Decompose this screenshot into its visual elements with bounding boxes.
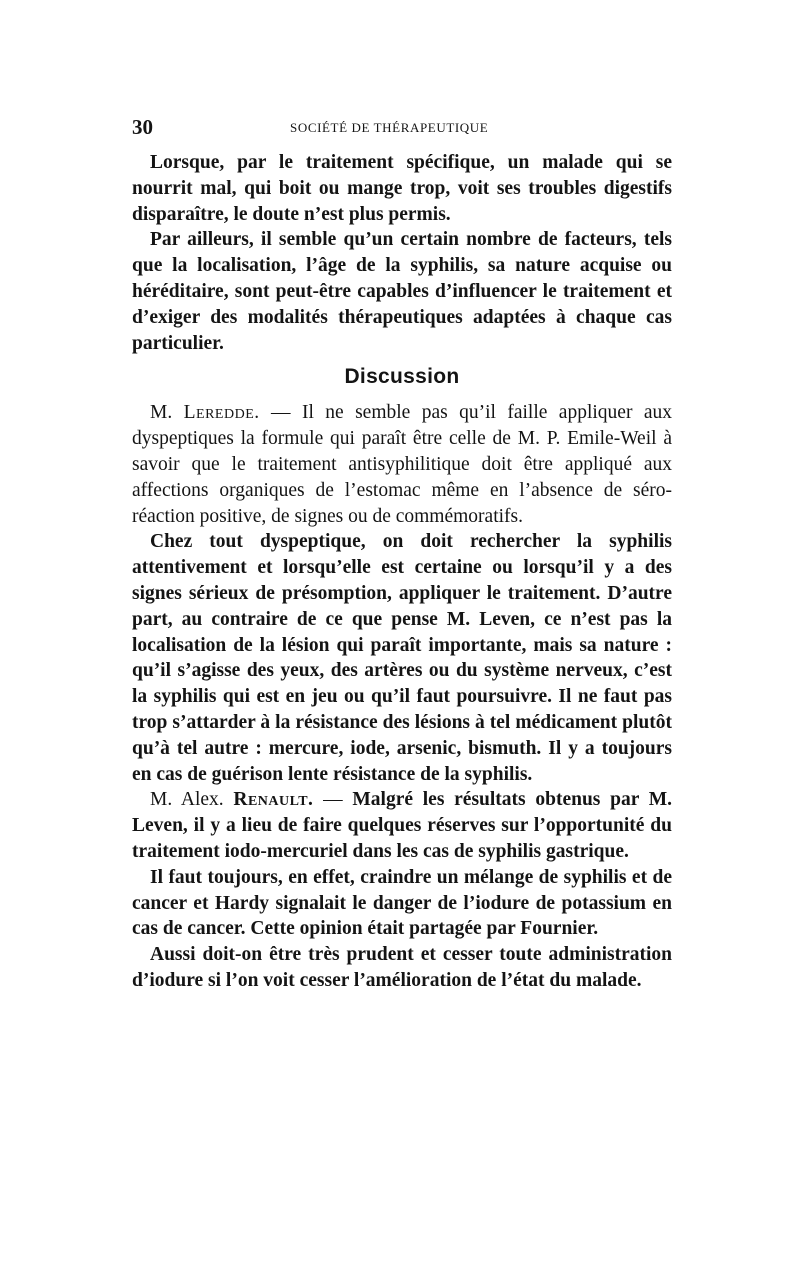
speaker-title: M. Alex. <box>150 789 224 811</box>
paragraph-cancer-warning: Il faut toujours, en effet, craindre un mélange de syphilis et de cancer et Hardy signalait le danger de l’iodure de potassium en cas de cancer. Cette opinion était partagée par Fournier. <box>132 866 672 940</box>
speaker-name-leredde: Leredde. <box>183 402 260 424</box>
speaker-name-renault: Renault. <box>233 789 314 811</box>
paragraph-conclusion: Aussi doit-on être très prudent et cesser toute administration d’iodure si l’on voit cesser l’amélioration de l’état du malade. <box>132 944 672 991</box>
body-text <box>132 150 672 994</box>
section-heading-discussion: Discussion <box>344 365 460 389</box>
page-number: 30 <box>132 115 153 139</box>
speaker-title: M. <box>150 402 173 424</box>
speaker-separator: — <box>313 789 353 811</box>
paragraph-factors: Par ailleurs, il semble qu’un certain nombre de facteurs, tels que la localisation, l’âge de la syphilis, sa nature acquise ou héréditaire, sont peut-être capables d’influencer le traitement et d’exiger des modalités thérapeutiques adaptées à chaque cas particulier. <box>132 229 672 354</box>
speaker-separator: — <box>259 402 302 424</box>
leredde-remarks: Il ne semble pas qu’il faille appliquer aux dyspeptiques la formule qui paraît être celle de M. P. Emile-Weil à savoir que le traitement antisyphilitique doit être appliqué aux affections organiques de l’estomac même en l’absence de séro-réaction positive, de signes ou de commémoratifs. <box>132 402 672 527</box>
paragraph-dyspeptique: Chez tout dyspeptique, on doit rechercher la syphilis attentivement et lorsqu’elle est certaine ou lorsqu’il y a des signes sérieux de présomption, appliquer le traitement. D’autre part, au contraire de ce que pense M. Leven, ce n’est pas la localisation de la lésion qui paraît importante, mais sa nature : qu’il s’agisse des yeux, des artères ou du système nerveux, c’est la syphilis qui est en jeu ou qu’il faut poursuivre. Il ne faut pas trop s’attarder à la résistance des lésions à tel médicament plutôt qu’à tel autre : mercure, iode, arsenic, bismuth. Il y a toujours en cas de guérison lente résistance de la syphilis. <box>132 531 672 785</box>
renault-remarks: Malgré les résultats obtenus par M. Leven, il y a lieu de faire quelques réserves sur l’opportunité du traitement iodo-mercuriel dans les cas de syphilis gastrique. <box>132 789 673 862</box>
journal-title: SOCIÉTÉ DE THÉRAPEUTIQUE <box>290 120 489 135</box>
paragraph-leredde <box>132 400 672 529</box>
running-header <box>132 116 670 138</box>
paragraph-specific-treatment: Lorsque, par le traitement spécifique, un malade qui se nourrit mal, qui boit ou mange trop, voit ses troubles digestifs disparaître, le doute n’est plus permis. <box>132 152 672 225</box>
paragraph-renault <box>132 787 672 864</box>
